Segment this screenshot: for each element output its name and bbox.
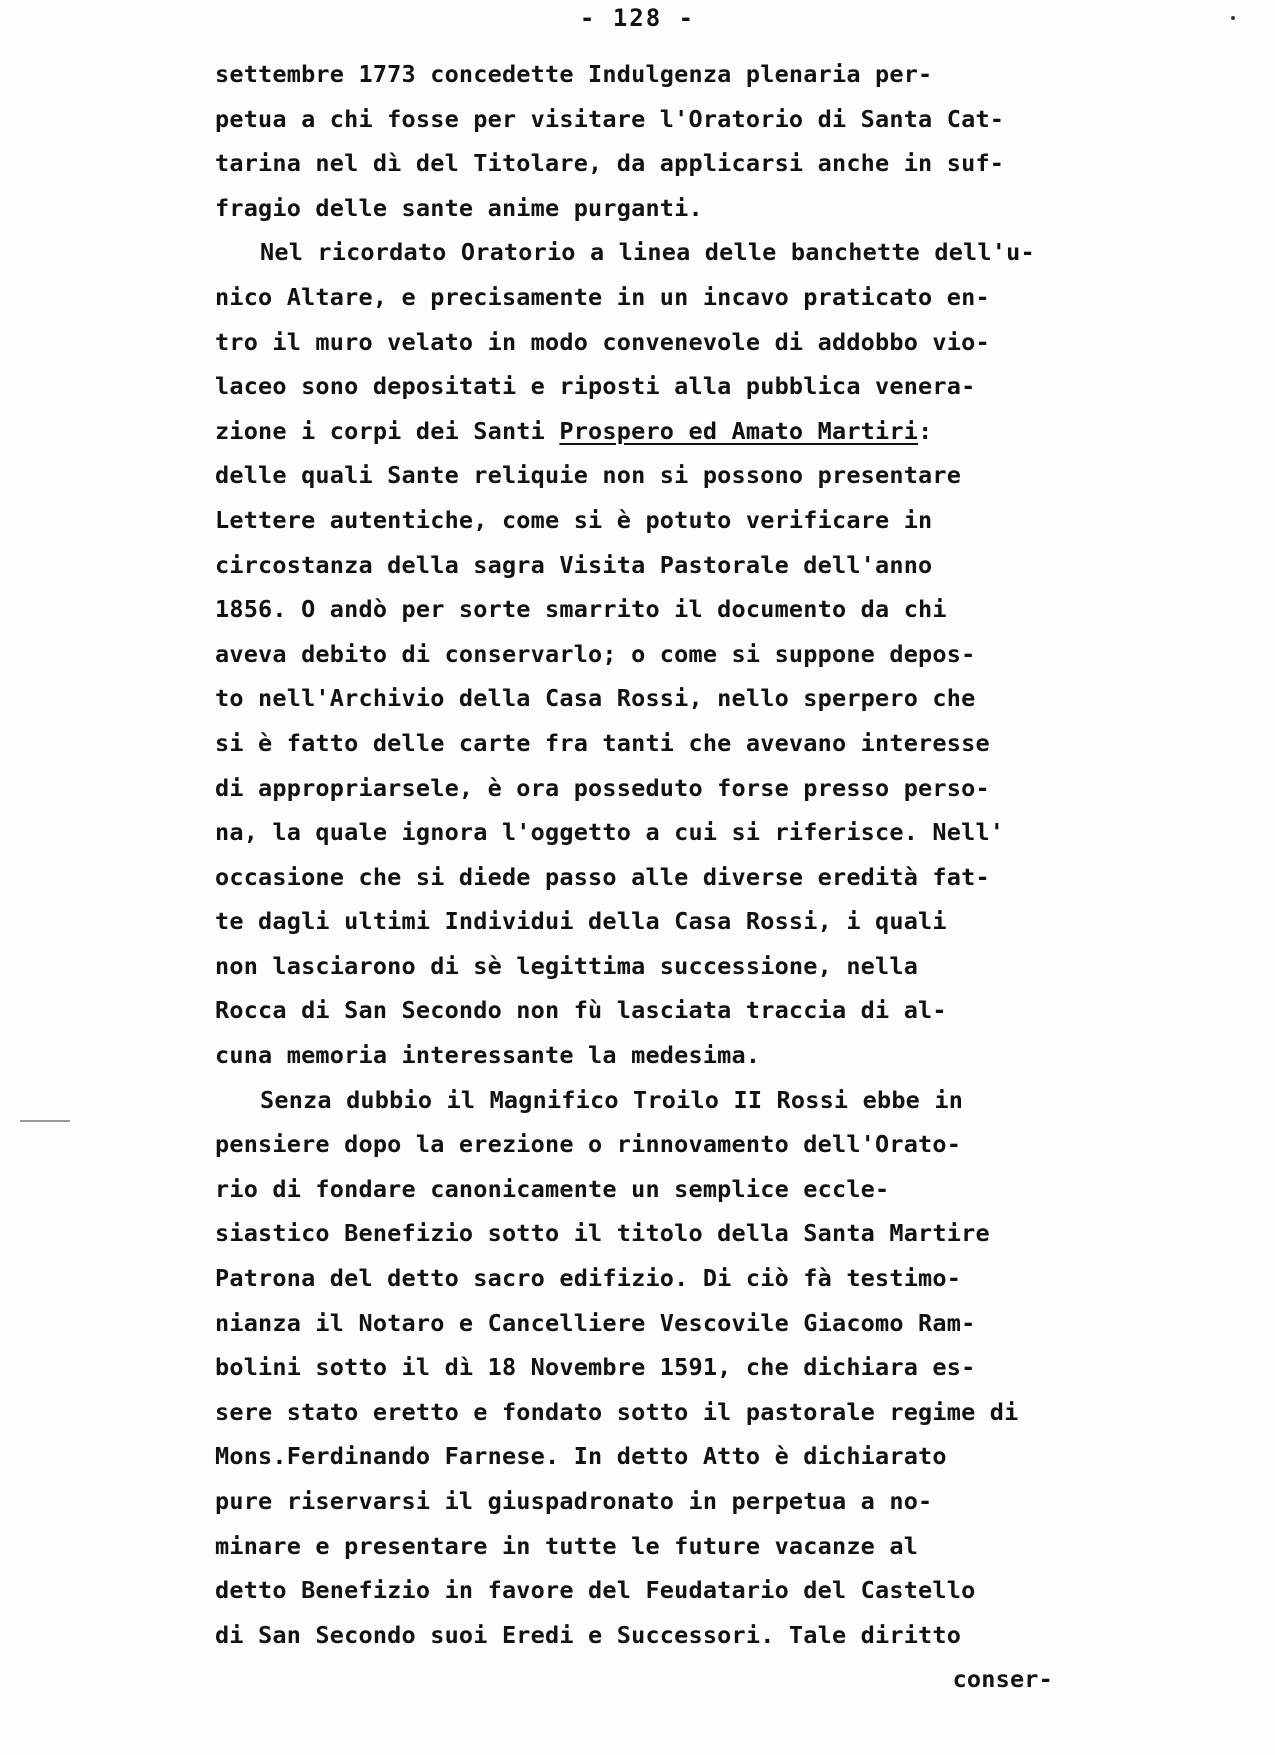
text-line: Rocca di San Secondo non fù lasciata traccia di al- bbox=[215, 996, 947, 1025]
text-line: na, la quale ignora l'oggetto a cui si riferisce. Nell' bbox=[215, 818, 1005, 847]
text-line: 1856. O andò per sorte smarrito il documento da chi bbox=[215, 595, 947, 624]
text-line: siastico Benefizio sotto il titolo della Santa Martire bbox=[215, 1219, 990, 1248]
text-line: nianza il Notaro e Cancelliere Vescovile Giacomo Ram- bbox=[215, 1308, 976, 1337]
scan-speck bbox=[1231, 16, 1235, 20]
text-line: petua a chi fosse per visitare l'Oratorio di Santa Cat- bbox=[215, 104, 1005, 133]
text-line: si è fatto delle carte fra tanti che avevano interesse bbox=[215, 728, 990, 757]
text-segment: : bbox=[918, 416, 933, 445]
catchword: conser- bbox=[952, 1665, 1053, 1694]
text-line: cuna memoria interessante la medesima. bbox=[215, 1041, 761, 1070]
text-line: non lasciarono di sè legittima successione, nella bbox=[215, 951, 919, 980]
text-line: occasione che si diede passo alle diverse eredità fat- bbox=[215, 862, 990, 891]
text-line: tarina nel dì del Titolare, da applicarsi anche in suf- bbox=[215, 149, 1005, 178]
text-line: bolini sotto il dì 18 Novembre 1591, che dichiara es- bbox=[215, 1353, 976, 1382]
text-line: minare e presentare in tutte le future vacanze al bbox=[215, 1531, 919, 1560]
text-line: sere stato eretto e fondato sotto il pastorale regime di bbox=[215, 1397, 1019, 1426]
text-line: Lettere autentiche, come si è potuto verificare in bbox=[215, 505, 933, 534]
paragraph-start-line: Nel ricordato Oratorio a linea delle banchette dell'u- bbox=[260, 238, 1035, 267]
text-line-with-underline bbox=[215, 409, 1095, 454]
text-line: nico Altare, e precisamente in un incavo praticato en- bbox=[215, 282, 990, 311]
paragraph-start-line: Senza dubbio il Magnifico Troilo II Rossi ebbe in bbox=[260, 1085, 964, 1114]
text-line: di appropriarsele, è ora posseduto forse presso perso- bbox=[215, 773, 990, 802]
text-line: settembre 1773 concedette Indulgenza plenaria per- bbox=[215, 60, 933, 88]
text-segment: zione i corpi dei Santi bbox=[215, 416, 560, 445]
text-line: pensiere dopo la erezione o rinnovamento dell'Orato- bbox=[215, 1130, 962, 1159]
text-line: Patrona del detto sacro edifizio. Di ciò fà testimo- bbox=[215, 1264, 962, 1293]
text-line: detto Benefizio in favore del Feudatario del Castello bbox=[215, 1576, 976, 1605]
text-line: Mons.Ferdinando Farnese. In detto Atto è dichiarato bbox=[215, 1442, 947, 1471]
body-text bbox=[215, 52, 1095, 1702]
text-line: fragio delle sante anime purganti. bbox=[215, 193, 703, 222]
text-line: to nell'Archivio della Casa Rossi, nello sperpero che bbox=[215, 684, 976, 713]
underlined-saints-names: Prospero ed Amato Martiri bbox=[559, 416, 919, 445]
scan-margin-mark bbox=[20, 1120, 70, 1122]
text-line: rio di fondare canonicamente un semplice eccle- bbox=[215, 1174, 890, 1203]
text-line: te dagli ultimi Individui della Casa Rossi, i quali bbox=[215, 907, 947, 936]
text-line: laceo sono depositati e riposti alla pubblica venera- bbox=[215, 372, 976, 401]
text-line: pure riservarsi il giuspadronato in perpetua a no- bbox=[215, 1487, 933, 1515]
text-line: di San Secondo suoi Eredi e Successori. Tale diritto bbox=[215, 1620, 962, 1649]
text-line: circostanza della sagra Visita Pastorale dell'anno bbox=[215, 550, 933, 579]
text-line: aveva debito di conservarlo; o come si suppone depos- bbox=[215, 639, 976, 668]
text-line: delle quali Sante reliquie non si possono presentare bbox=[215, 461, 962, 490]
page-number: - 128 - bbox=[579, 4, 696, 32]
text-line: tro il muro velato in modo convenevole di addobbo vio- bbox=[215, 327, 990, 356]
